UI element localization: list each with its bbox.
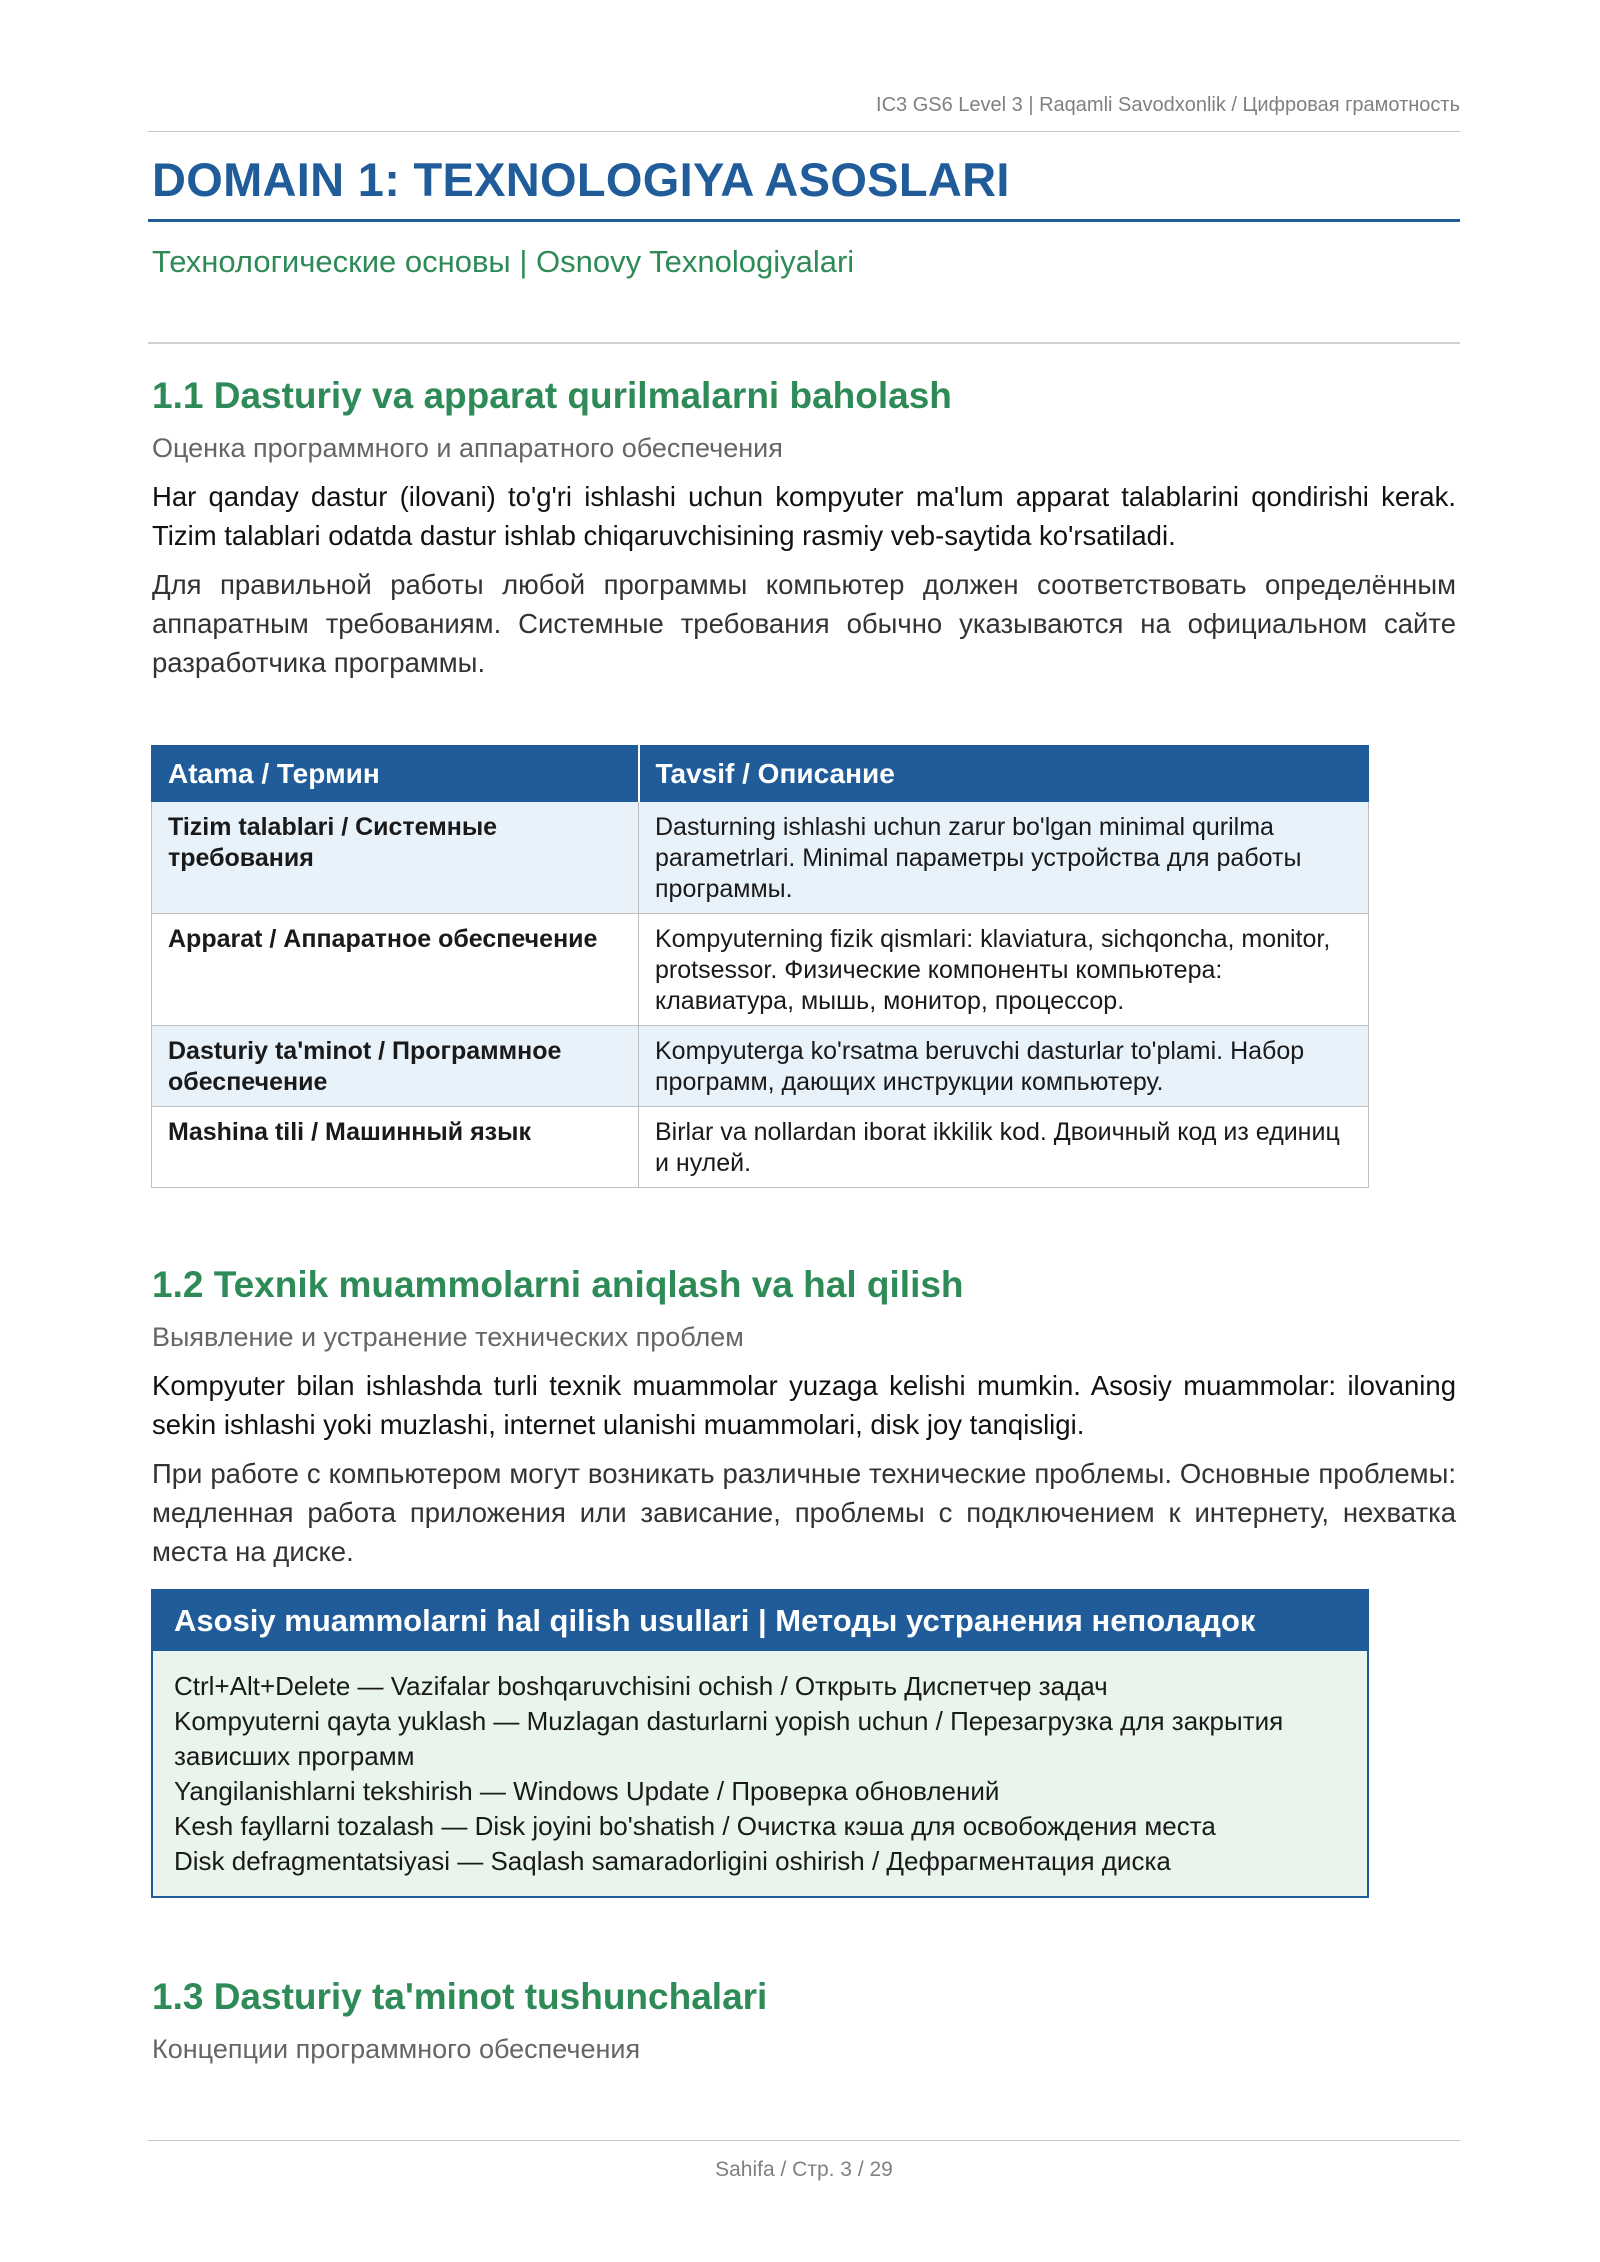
section-heading-1-1: 1.1 Dasturiy va apparat qurilmalarni baholash: [152, 375, 952, 416]
description-cell: Dasturning ishlashi uchun zarur bo'lgan minimal qurilma parametrlari. Minimal параметры устройства для работы программы.: [639, 802, 1369, 914]
domain-title: DOMAIN 1: TEXNOLOGIYA ASOSLARI: [152, 153, 1010, 206]
term-cell: Apparat / Аппаратное обеспечение: [152, 914, 639, 1026]
header-divider: [148, 131, 1460, 132]
table-row: [152, 802, 1369, 914]
paragraph-1-1-uz: Har qanday dastur (ilovani) to'g'ri ishlashi uchun kompyuter ma'lum apparat talablarini qondirishi kerak. Tizim talablari odatda dastur ishlab chiqaruvchisining rasmiy veb-saytida ko'rsatiladi.: [152, 481, 1456, 551]
term-cell: Mashina tili / Машинный язык: [152, 1107, 639, 1188]
domain-title-underline: [148, 219, 1460, 222]
table-row: [152, 1026, 1369, 1107]
terms-table: [151, 745, 1369, 1188]
table-row: [152, 914, 1369, 1026]
description-cell: Birlar va nollardan iborat ikkilik kod. Двоичный код из единиц и нулей.: [639, 1107, 1369, 1188]
table-row: [152, 1107, 1369, 1188]
description-cell: Kompyuterning fizik qismlari: klaviatura, sichqoncha, monitor, protsessor. Физические компоненты компьютера: клавиатура, мышь, монитор, процессор.: [639, 914, 1369, 1026]
column-header-description: Tavsif / Описание: [639, 746, 1369, 802]
term-cell: Dasturiy ta'minot / Программное обеспечение: [152, 1026, 639, 1107]
subtitle-divider: [148, 342, 1460, 344]
running-header: IC3 GS6 Level 3 | Raqamli Savodxonlik / Цифровая грамотность: [876, 94, 1460, 116]
section-heading-1-2: 1.2 Texnik muammolarni aniqlash va hal qilish: [152, 1264, 964, 1305]
section-subheading-1-1: Оценка программного и аппаратного обеспечения: [152, 433, 783, 463]
domain-subtitle: Технологические основы | Osnovy Texnologiyalari: [152, 244, 855, 279]
page-number: Sahifa / Стр. 3 / 29: [715, 2158, 893, 2181]
column-header-term: Atama / Термин: [152, 746, 639, 802]
paragraph-1-2-uz: Kompyuter bilan ishlashda turli texnik muammolar yuzaga kelishi mumkin. Asosiy muammolar: ilovaning sekin ishlashi yoki muzlashi, internet ulanishi muammolari, disk joy tanqisligi.: [152, 1370, 1456, 1440]
terms-table-header-row: [152, 746, 1369, 802]
list-item: Ctrl+Alt+Delete — Vazifalar boshqaruvchisini ochish / Открыть Диспетчер задач: [174, 1671, 1108, 1701]
list-item: Kompyuterni qayta yuklash — Muzlagan dasturlarni yopish uchun / Перезагрузка для закрытия зависших программ: [174, 1706, 1284, 1771]
section-subheading-1-3: Концепции программного обеспечения: [152, 2034, 641, 2064]
description-cell: Kompyuterga ko'rsatma beruvchi dasturlar to'plami. Набор программ, дающих инструкции компьютеру.: [639, 1026, 1369, 1107]
term-cell: Tizim talablari / Системные требования: [152, 802, 639, 914]
paragraph-1-1-ru: Для правильной работы любой программы компьютер должен соответствовать определённым аппаратным требованиям. Системные требования обычно указываются на официальном сайте разработчика программы.: [152, 569, 1456, 678]
list-item: Yangilanishlarni tekshirish — Windows Update / Проверка обновлений: [174, 1776, 1000, 1806]
list-item: Kesh fayllarni tozalash — Disk joyini bo'shatish / Очистка кэша для освобождения места: [174, 1811, 1216, 1841]
section-subheading-1-2: Выявление и устранение технических проблем: [152, 1322, 744, 1352]
troubleshooting-tips-box: [151, 1589, 1369, 1898]
paragraph-1-2-ru: При работе с компьютером могут возникать различные технические проблемы. Основные проблемы: медленная работа приложения или зависание, проблемы с подключением к интернету, нехватка места на диске.: [152, 1458, 1456, 1567]
list-item: Disk defragmentatsiyasi — Saqlash samaradorligini oshirish / Дефрагментация диска: [174, 1846, 1171, 1876]
footer-divider: [148, 2140, 1460, 2141]
tips-box-title: Asosiy muammolarni hal qilish usullari | Методы устранения неполадок: [153, 1591, 1367, 1651]
section-heading-1-3: 1.3 Dasturiy ta'minot tushunchalari: [152, 1976, 768, 2017]
tips-list: [153, 1651, 1367, 1879]
